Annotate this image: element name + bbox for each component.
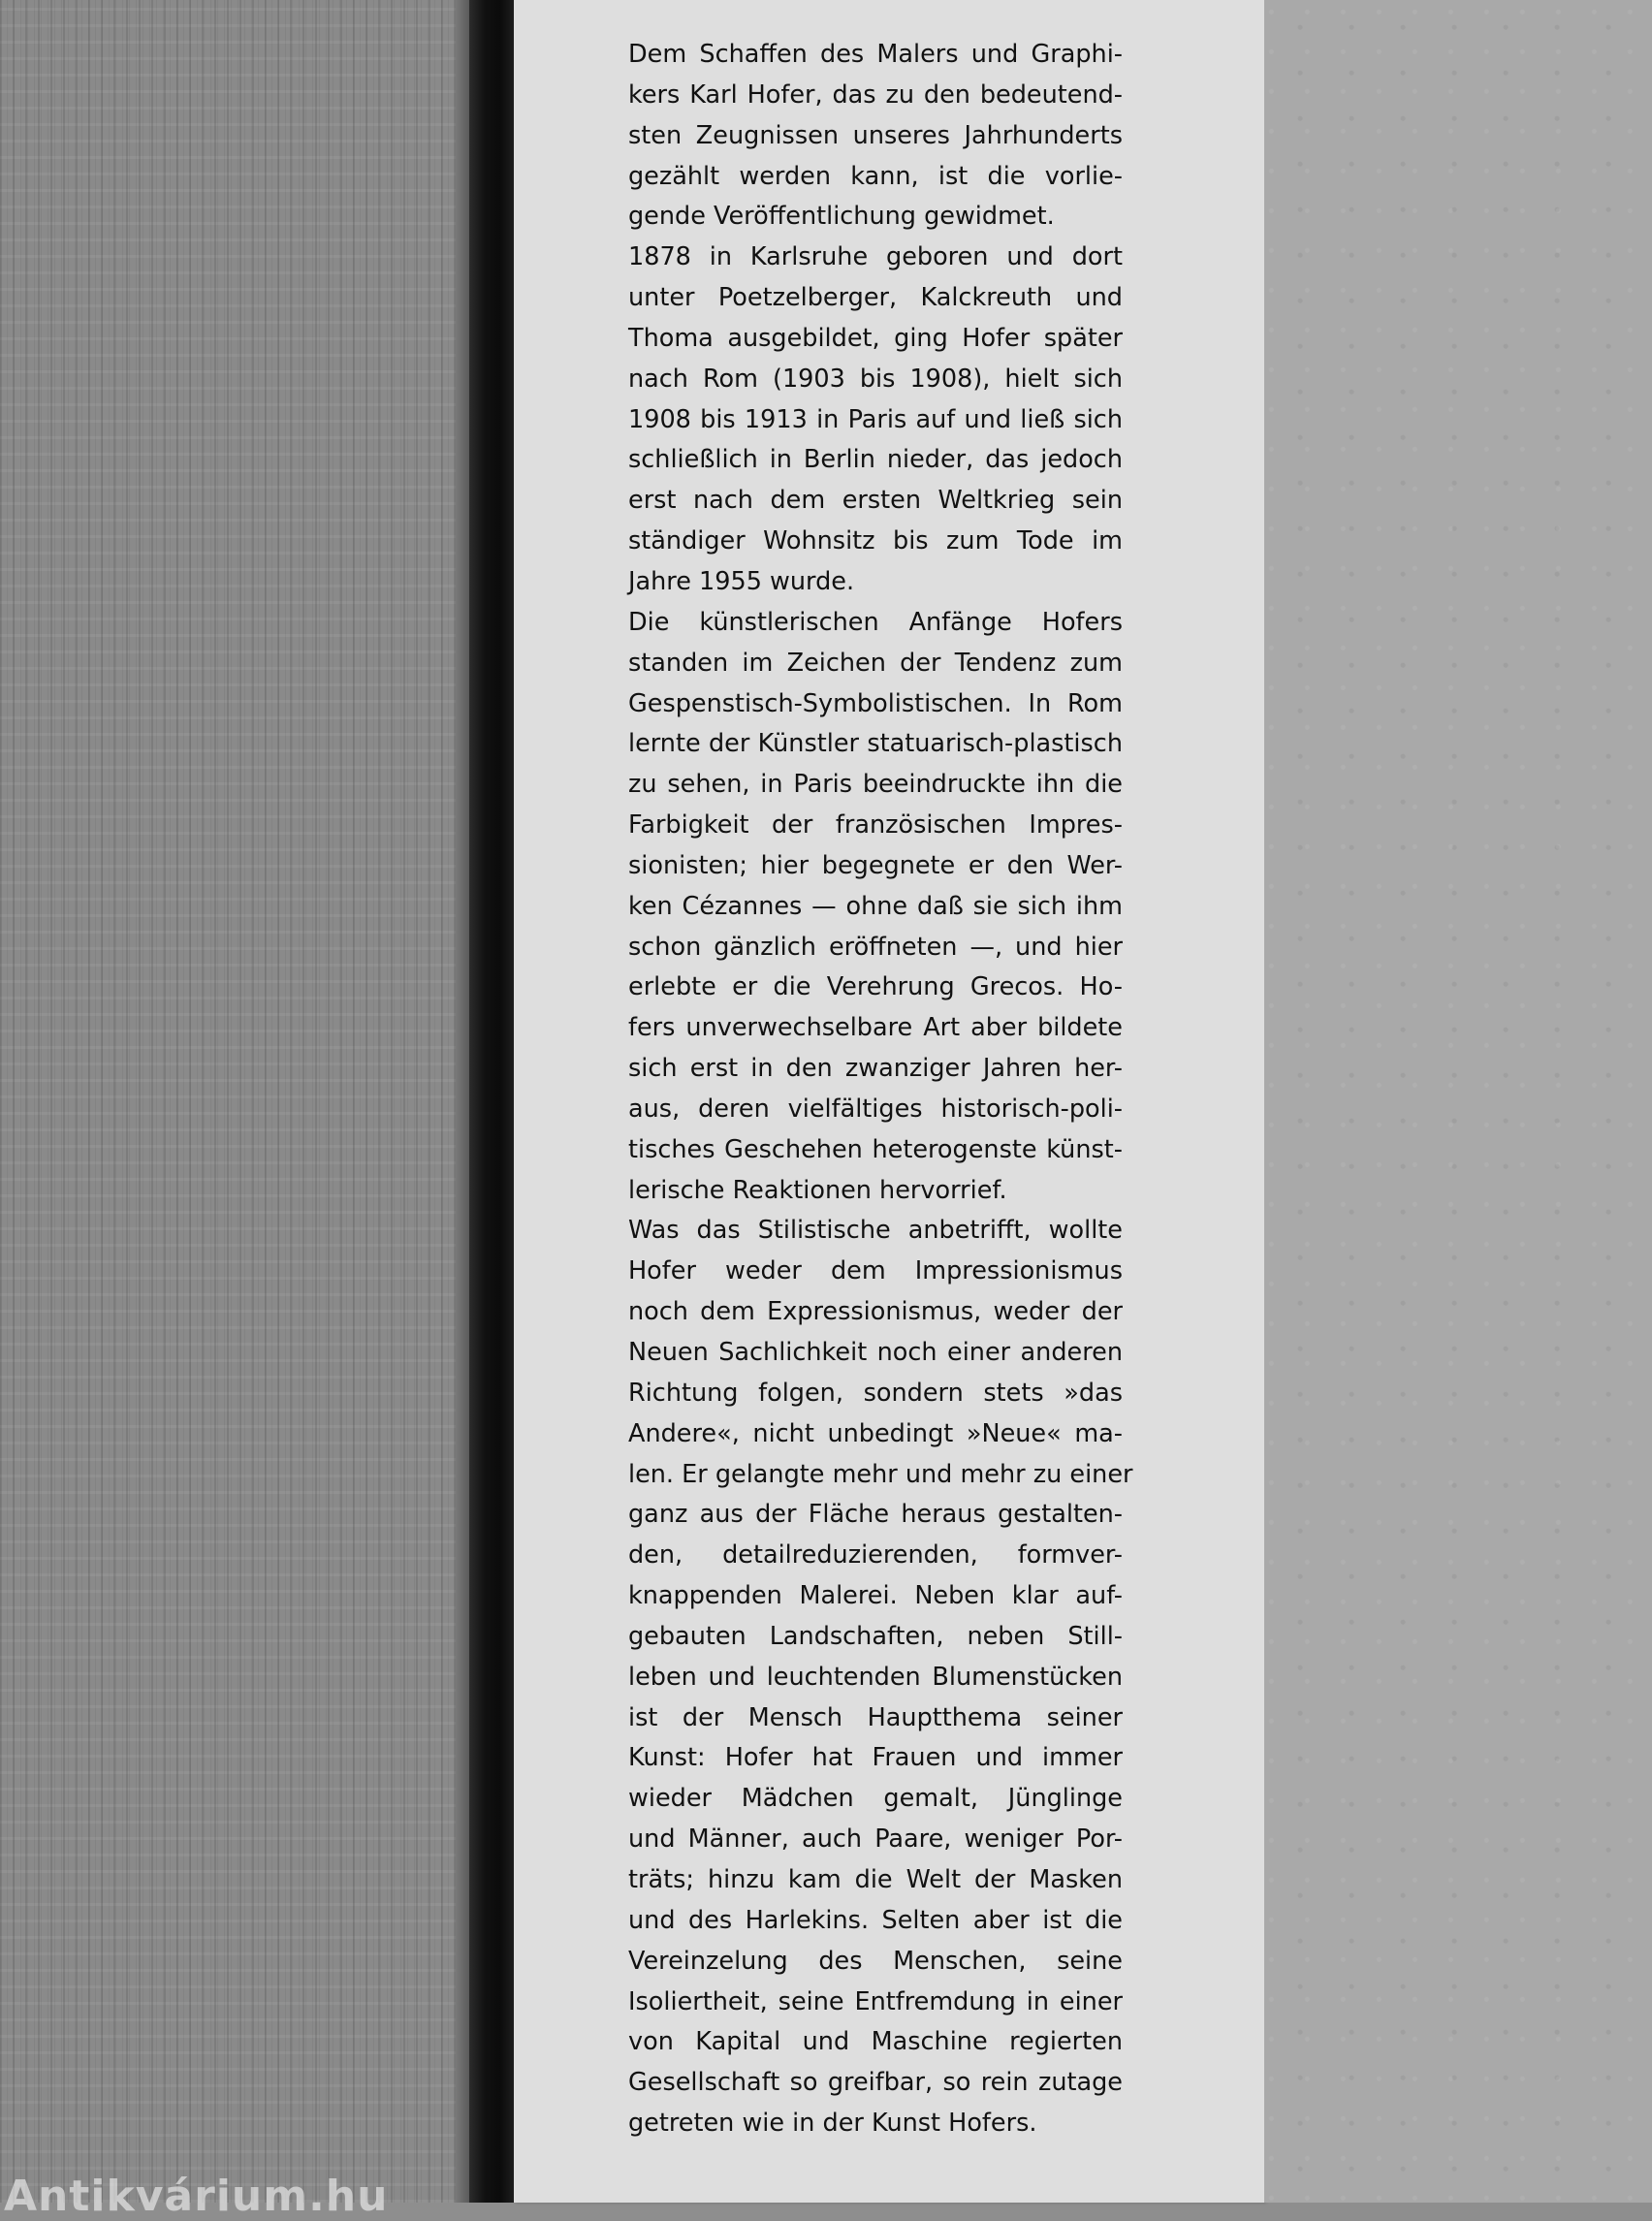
paragraph — [628, 35, 1123, 238]
text-line: Jahre 1955 wurde. — [628, 566, 855, 596]
text-line: Vereinzelung des Menschen, seine — [628, 1946, 1123, 1976]
text-line: Neuen Sachlichkeit noch einer anderen — [628, 1338, 1123, 1367]
text-line: kers Karl Hofer, das zu den bedeutend- — [628, 79, 1123, 110]
text-line: erlebte er die Verehrung Grecos. Ho- — [628, 972, 1123, 1002]
text-line: Gesellschaft so greifbar, so rein zutage — [628, 2068, 1123, 2098]
text-line: noch dem Expressionismus, weder der — [628, 1297, 1123, 1327]
text-line: träts; hinzu kam die Welt der Masken — [628, 1864, 1123, 1894]
text-line: sionisten; hier begegnete er den Wer- — [628, 850, 1123, 880]
paragraph — [628, 238, 1123, 603]
text-line: ken Cézannes — ohne daß sie sich ihm — [628, 891, 1123, 921]
text-line: von Kapital und Maschine regierten — [628, 2027, 1123, 2057]
text-line: gebauten Landschaften, neben Still- — [628, 1621, 1123, 1651]
text-line: Hofer weder dem Impressionismus — [628, 1256, 1123, 1286]
text-line: schon gänzlich eröffneten —, und hier — [628, 932, 1123, 962]
text-line: len. Er gelangte mehr und mehr zu einer — [628, 1459, 1133, 1489]
text-line: und des Harlekins. Selten aber ist die — [628, 1905, 1123, 1935]
cover-edge-shadow — [456, 0, 469, 2203]
text-line: Dem Schaffen des Malers und Graphi- — [628, 40, 1123, 69]
text-line: sich erst in den zwanziger Jahren her- — [628, 1054, 1123, 1084]
text-line: nach Rom (1903 bis 1908), hielt sich — [628, 364, 1123, 394]
book-spine — [469, 0, 514, 2203]
text-line: zu sehen, in Paris beeindruckte ihn die — [628, 770, 1123, 800]
text-line: leben und leuchtenden Blumenstücken — [628, 1662, 1123, 1692]
text-line: 1908 bis 1913 in Paris auf und ließ sich — [628, 404, 1123, 434]
text-line: ganz aus der Fläche heraus gestalten- — [628, 1500, 1123, 1530]
text-line: sten Zeugnissen unseres Jahrhunderts — [628, 120, 1123, 150]
text-line: Farbigkeit der französischen Impres- — [628, 810, 1123, 841]
text-line: schließlich in Berlin nieder, das jedoch — [628, 445, 1123, 475]
watermark-logo: Antikvárium.hu — [4, 2172, 389, 2221]
text-line: Was das Stilistische anbetrifft, wollte — [628, 1216, 1123, 1246]
text-line: knappenden Malerei. Neben klar auf- — [628, 1581, 1123, 1611]
text-line: Andere«, nicht unbedingt »Neue« ma- — [628, 1418, 1123, 1448]
paragraph — [628, 1211, 1133, 2143]
text-line: Richtung folgen, sondern stets »das — [628, 1378, 1123, 1408]
text-line: wieder Mädchen gemalt, Jünglinge — [628, 1784, 1123, 1814]
cover-texture — [0, 0, 467, 2203]
text-line: lerische Reaktionen hervorrief. — [628, 1175, 1007, 1205]
text-line: Gespenstisch-Symbolistischen. In Rom — [628, 688, 1123, 718]
text-line: ist der Mensch Hauptthema seiner — [628, 1702, 1123, 1732]
text-line: Thoma ausgebildet, ging Hofer später — [628, 323, 1123, 353]
text-line: 1878 in Karlsruhe geboren und dort — [628, 242, 1123, 272]
text-line: gezählt werden kann, ist die vorlie- — [628, 161, 1123, 191]
flap-text — [628, 35, 1133, 2144]
text-line: aus, deren vielfältiges historisch-poli- — [628, 1094, 1123, 1124]
text-line: fers unverwechselbare Art aber bildete — [628, 1013, 1123, 1043]
text-line: gende Veröffentlichung gewidmet. — [628, 202, 1055, 232]
text-line: Kunst: Hofer hat Frauen und immer — [628, 1743, 1123, 1773]
text-line: und Männer, auch Paare, weniger Por- — [628, 1824, 1123, 1855]
paragraph — [628, 603, 1123, 1212]
text-line: Die künstlerischen Anfänge Hofers — [628, 607, 1123, 637]
text-line: Isoliertheit, seine Entfremdung in einer — [628, 1986, 1123, 2016]
text-line: standen im Zeichen der Tendenz zum — [628, 648, 1123, 678]
text-line: tisches Geschehen heterogenste künst- — [628, 1134, 1123, 1164]
text-line: lernte der Künstler statuarisch-plastisch — [628, 729, 1123, 759]
background-paper — [1264, 0, 1652, 2203]
text-line: ständiger Wohnsitz bis zum Tode im — [628, 526, 1123, 556]
text-line: den, detailreduzierenden, formver- — [628, 1540, 1123, 1571]
text-line: getreten wie in der Kunst Hofers. — [628, 2109, 1037, 2139]
text-line: erst nach dem ersten Weltkrieg sein — [628, 486, 1123, 516]
text-line: unter Poetzelberger, Kalckreuth und — [628, 283, 1123, 313]
